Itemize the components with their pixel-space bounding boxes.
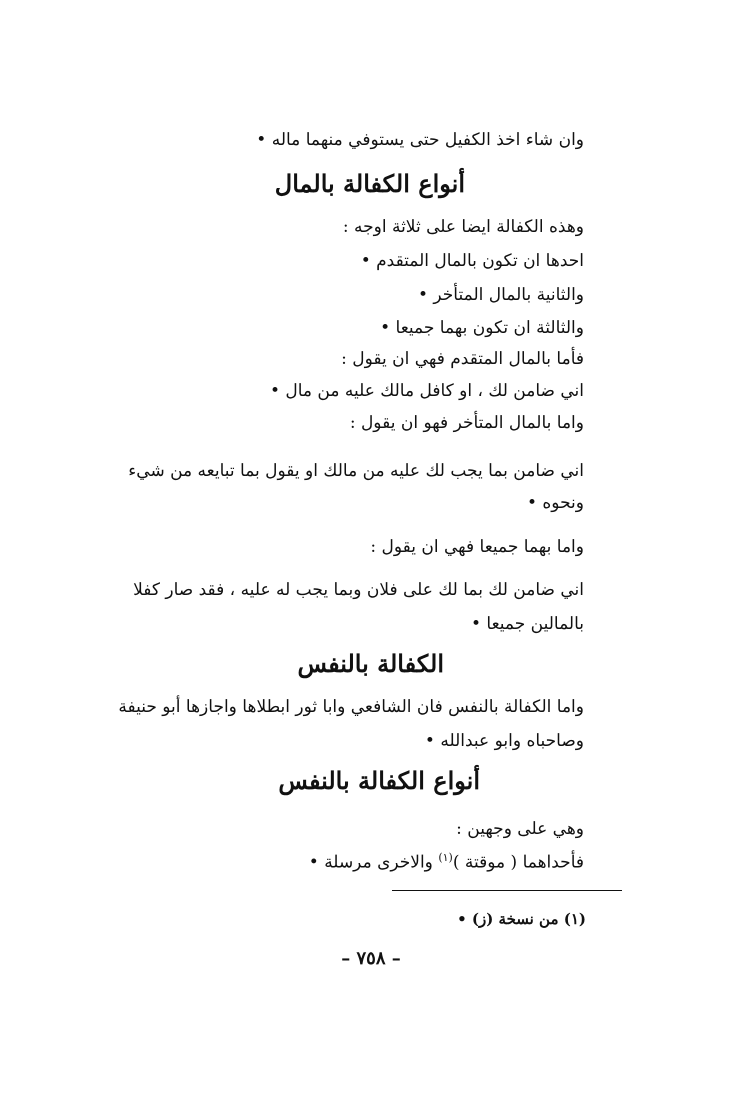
text-line-6: فأما بالمال المتقدم فهي ان يقول : xyxy=(341,349,584,369)
footnote-1: (١) من نسخة (ز) • xyxy=(457,910,586,928)
text-line-7: اني ضامن لك ، او كافل مالك عليه من مال • xyxy=(269,381,584,401)
text-paragraph-12: واما الكفالة بالنفس فان الشافعي وابا ثور ابطلاها واجازها أبو حنيفة وصاحباه وابو عبدالله • xyxy=(118,697,584,751)
text-line-8: واما بالمال المتأخر فهو ان يقول : xyxy=(349,413,584,433)
footnote-ref-1: (١) xyxy=(438,851,453,864)
heading-person-guarantee: الكفالة بالنفس xyxy=(297,649,444,678)
text-paragraph-11: اني ضامن لك بما لك على فلان وبما يجب له عليه ، فقد صار كفلا بالمالين جميعا • xyxy=(133,580,584,634)
text-line-2: وهذه الكفالة ايضا على ثلاثة اوجه : xyxy=(342,217,584,237)
text-line-4: والثانية بالمال المتأخر • xyxy=(417,285,584,305)
text-line-5: والثالثة ان تكون بهما جميعا • xyxy=(380,318,584,338)
text-line-10: واما بهما جميعا فهي ان يقول : xyxy=(370,537,584,557)
footnote-divider xyxy=(392,890,622,891)
text-line-14-start: فأحداهما ( موقتة ) xyxy=(452,852,584,873)
text-line-14-end: والاخرى مرسلة • xyxy=(308,852,439,873)
text-line-1: وان شاء اخذ الكفيل حتى يستوفي منهما ماله • xyxy=(256,130,584,150)
text-line-13: وهي على وجهين : xyxy=(456,819,584,839)
text-paragraph-9: اني ضامن بما يجب لك عليه من مالك او يقول بما تبايعه من شيء ونحوه • xyxy=(128,461,584,513)
page-number: – ٧٥٨ – xyxy=(341,948,401,969)
heading-money-guarantee-types: أنواع الكفالة بالمال xyxy=(274,169,465,198)
text-line-3: احدها ان تكون بالمال المتقدم • xyxy=(360,251,584,271)
text-line-14 xyxy=(309,846,584,875)
heading-person-guarantee-types: أنواع الكفالة بالنفس xyxy=(278,766,480,795)
